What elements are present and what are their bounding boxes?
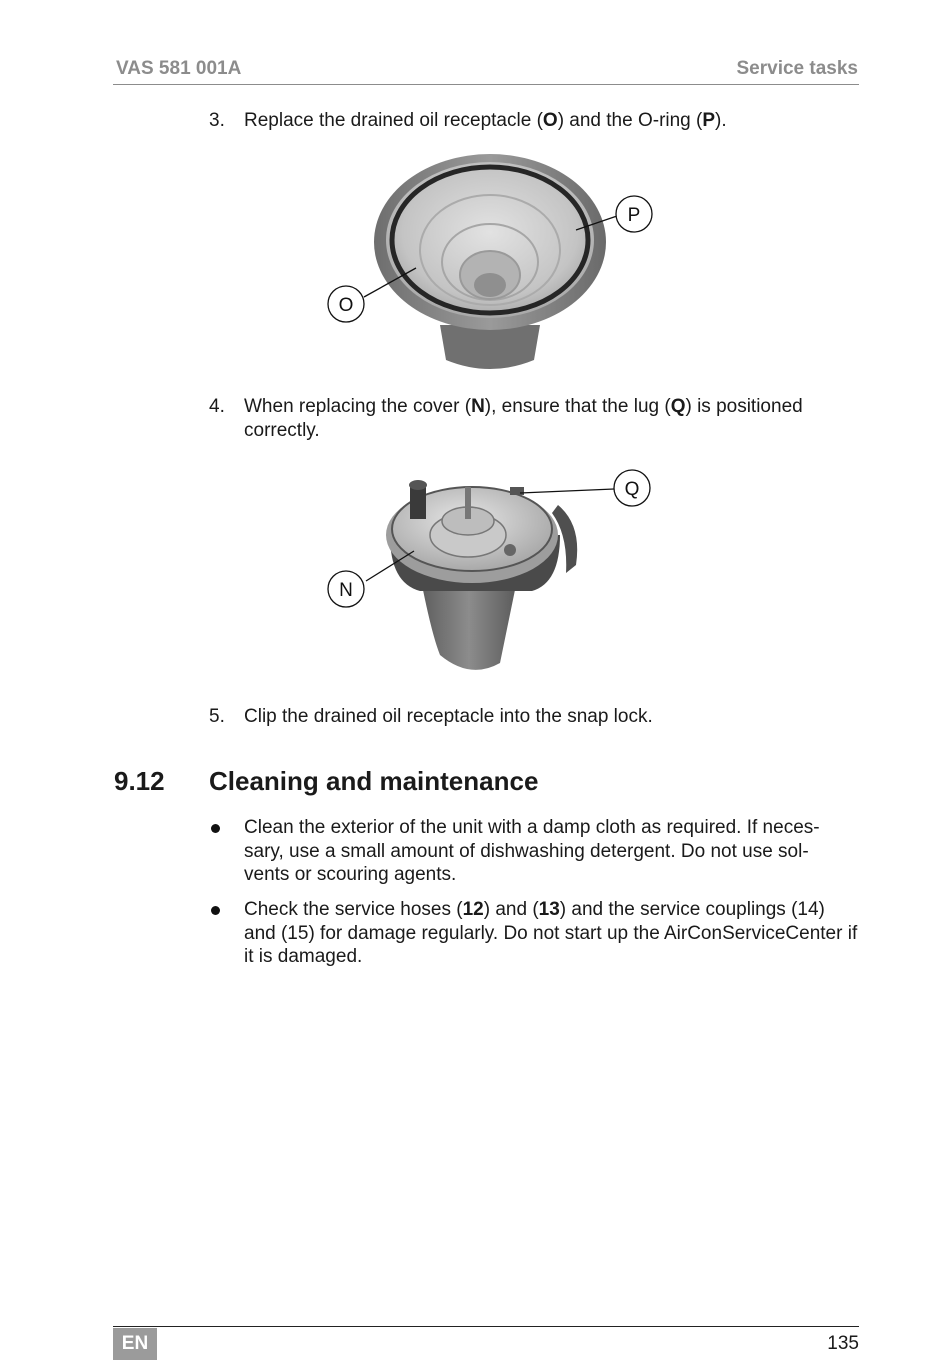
step-text: Clip the drained oil receptacle into the snap lock. bbox=[244, 706, 653, 727]
step-number: 4. bbox=[209, 396, 225, 417]
section-number: 9.12 bbox=[114, 766, 165, 796]
bullet-inspection bbox=[209, 898, 859, 969]
step-4 bbox=[209, 395, 859, 443]
step-number: 5. bbox=[209, 706, 225, 727]
bullet-text: Check the service hoses (12) and (13) and the service couplings (14) and (15) for damage regularly. Do not start up the AirConServiceCenter if it is damaged. bbox=[244, 899, 858, 967]
step-5 bbox=[209, 705, 859, 729]
step-number: 3. bbox=[209, 110, 225, 131]
page-number: 135 bbox=[827, 1333, 859, 1354]
callout-p: P bbox=[627, 205, 641, 226]
section-title: Cleaning and maintenance bbox=[209, 766, 539, 796]
bullet-dot-icon bbox=[211, 906, 220, 915]
chapter-name: Service tasks bbox=[736, 58, 858, 79]
step-text: Replace the drained oil receptacle (O) and the O-ring (P). bbox=[244, 110, 727, 131]
bullet-dot-icon bbox=[211, 824, 220, 833]
bullet-cleaning bbox=[209, 816, 859, 887]
receptacle-cover-photo bbox=[320, 465, 660, 685]
bullet-text: Clean the exterior of the unit with a damp cloth as required. If neces- sary, use a small amount of dishwashing detergent. Do not use sol- vents or scouring agents. bbox=[244, 817, 820, 885]
oil-receptacle-photo bbox=[320, 150, 660, 375]
callout-n: N bbox=[339, 580, 353, 601]
document-id: VAS 581 001A bbox=[116, 58, 242, 79]
callout-q: Q bbox=[624, 479, 640, 500]
language-badge: EN bbox=[113, 1328, 157, 1360]
step-text: When replacing the cover (N), ensure that the lug (Q) is positioned correctly. bbox=[244, 396, 803, 441]
step-3 bbox=[209, 109, 859, 133]
header-divider bbox=[113, 84, 859, 85]
footer-divider bbox=[113, 1326, 859, 1327]
callout-o: O bbox=[338, 295, 354, 316]
